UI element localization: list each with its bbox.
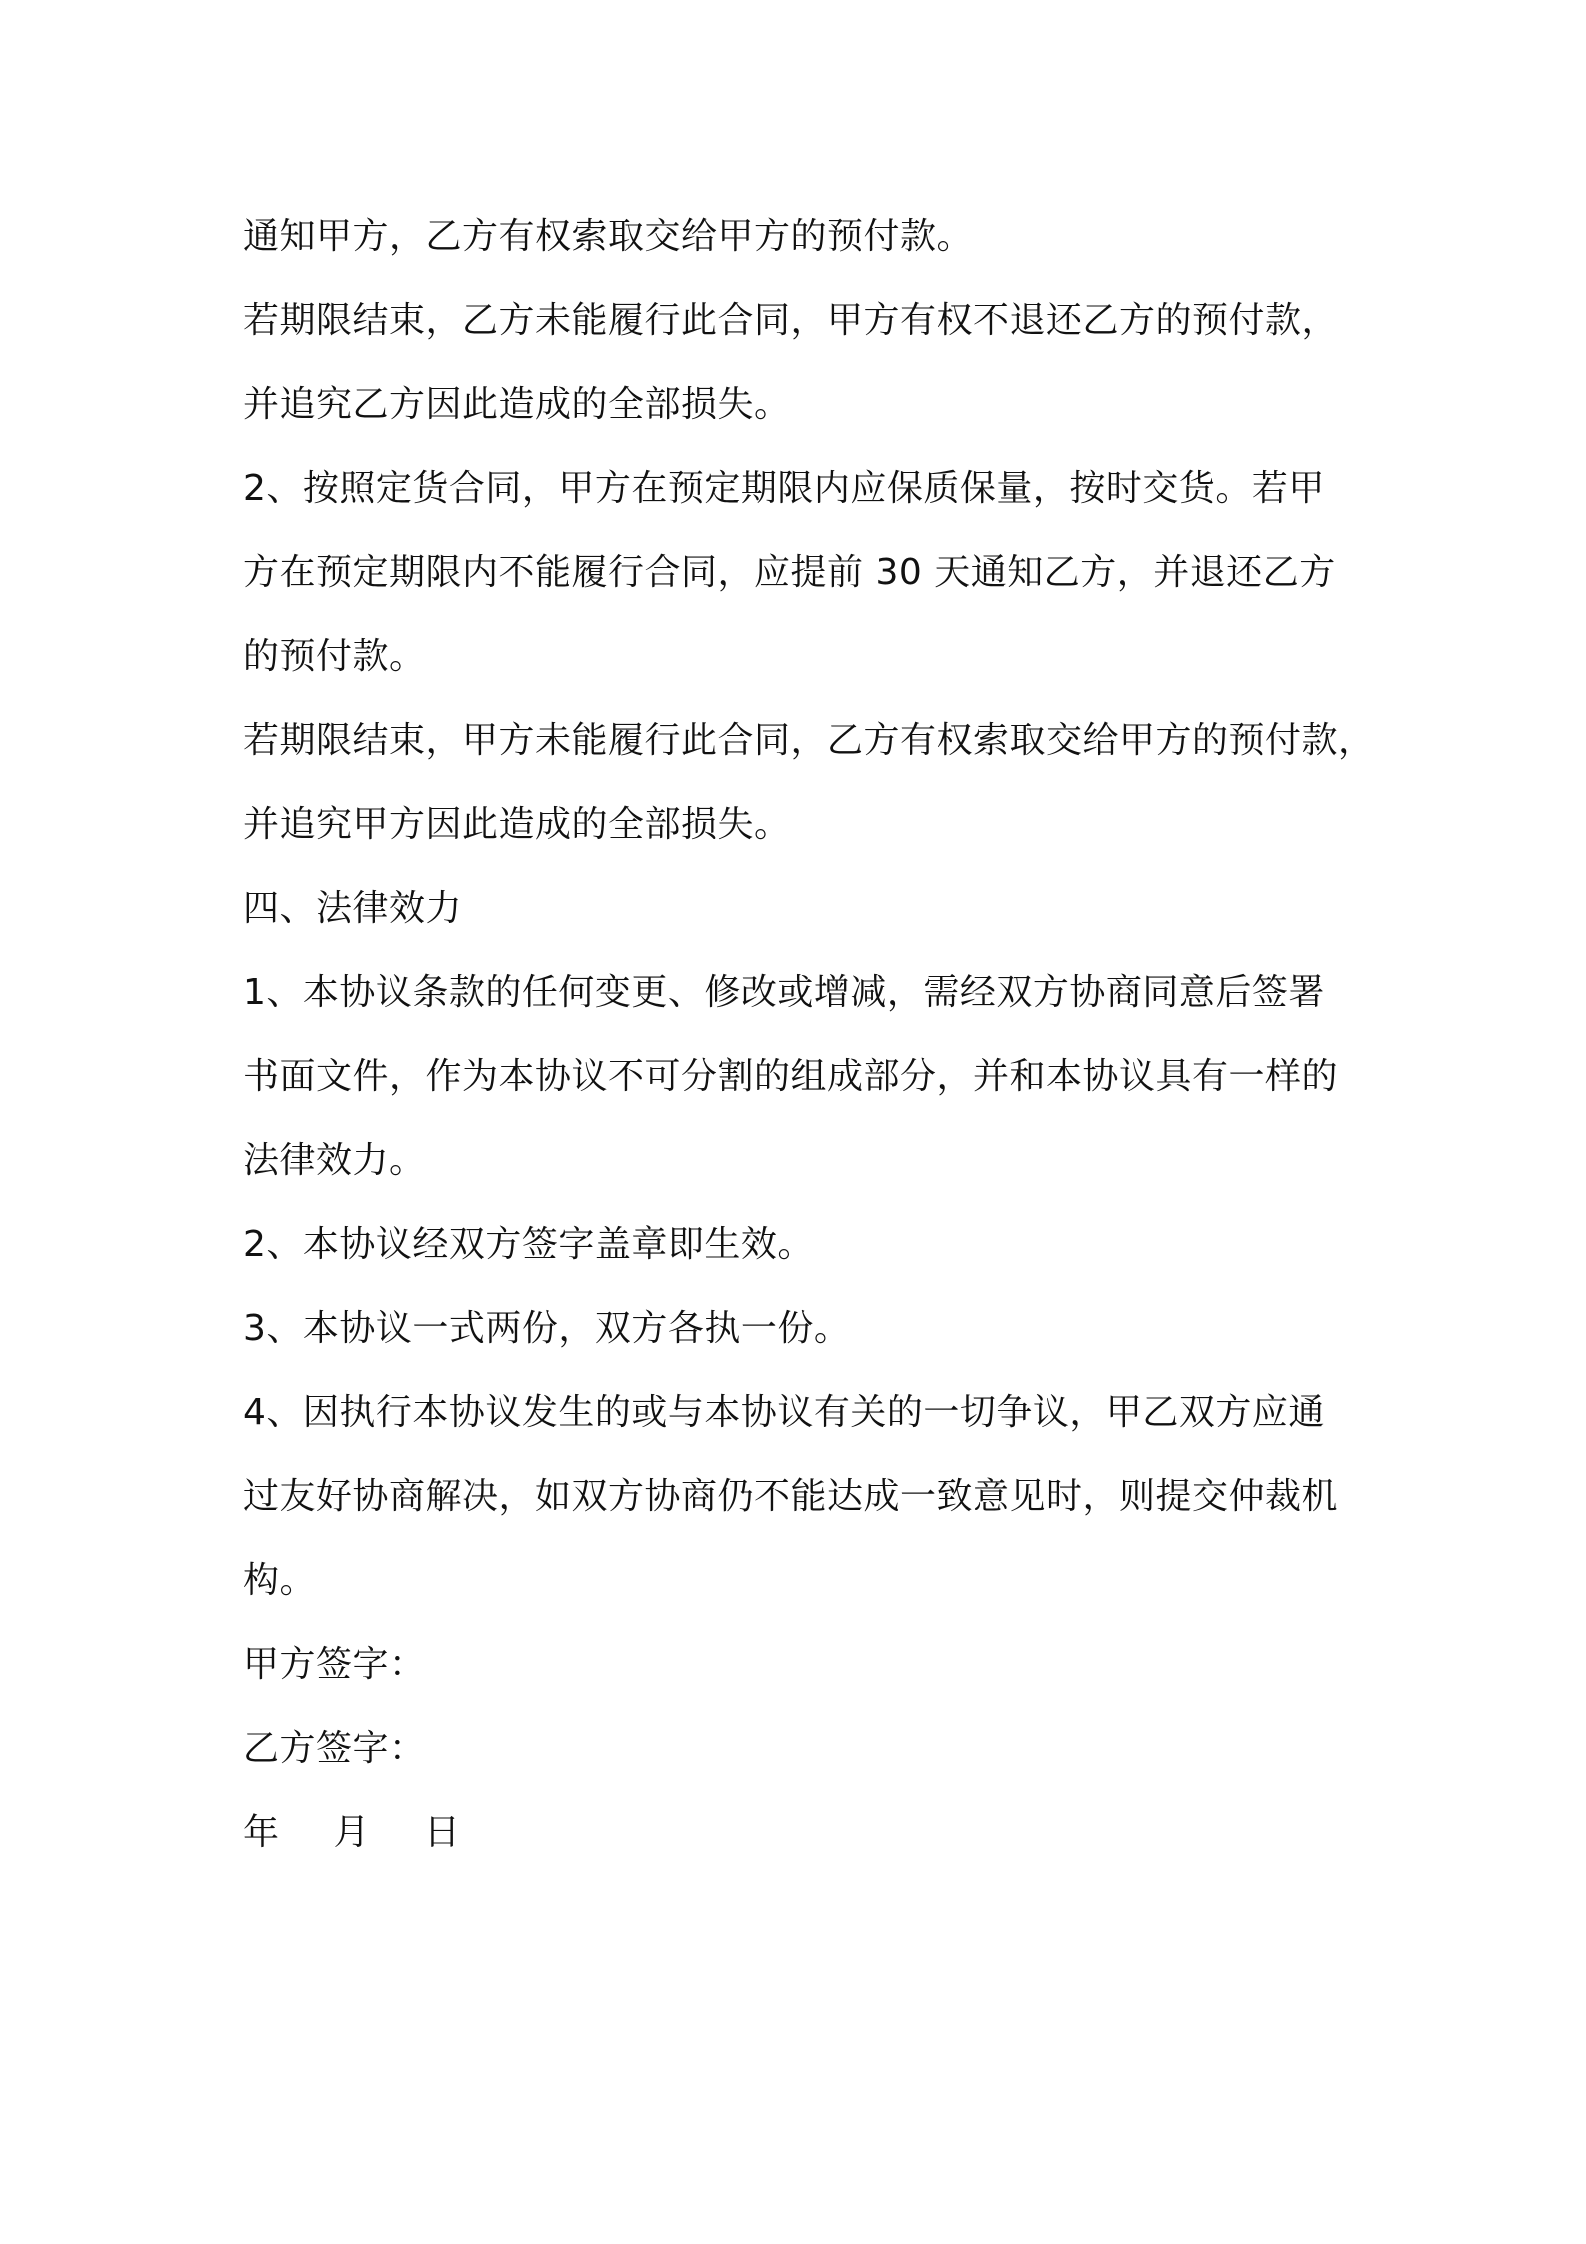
party-a-signature-label: 甲方签字： <box>243 1644 426 1685</box>
document-body <box>243 195 1375 1875</box>
text-line: 1、本协议条款的任何变更、修改或增减，需经双方协商同意后签署 <box>243 972 1325 1013</box>
text-line: 并追究甲方因此造成的全部损失。 <box>243 804 791 845</box>
date-year-label: 年 <box>243 1812 280 1853</box>
party-b-signature-label: 乙方签字： <box>243 1728 426 1769</box>
text-line: 4、因执行本协议发生的或与本协议有关的一切争议，甲乙双方应通 <box>243 1392 1325 1433</box>
text-line: 2、按照定货合同，甲方在预定期限内应保质保量，按时交货。若甲 <box>243 468 1325 509</box>
text-line: 法律效力。 <box>243 1140 426 1181</box>
date-line <box>243 1791 1363 1875</box>
section-heading: 四、法律效力 <box>243 888 463 929</box>
text-line: 通知甲方，乙方有权索取交给甲方的预付款。 <box>243 216 974 257</box>
text-line: 书面文件，作为本协议不可分割的组成部分，并和本协议具有一样的 <box>243 1056 1339 1097</box>
text-line: 构。 <box>243 1560 317 1601</box>
text-line: 若期限结束，乙方未能履行此合同，甲方有权不退还乙方的预付款， <box>243 300 1339 341</box>
date-day-label: 日 <box>423 1812 461 1853</box>
text-line: 过友好协商解决，如双方协商仍不能达成一致意见时，则提交仲裁机 <box>243 1476 1339 1517</box>
date-month-label: 月 <box>333 1812 370 1853</box>
text-line: 的预付款。 <box>243 636 426 677</box>
text-line: 方在预定期限内不能履行合同，应提前 30 天通知乙方，并退还乙方 <box>243 552 1336 593</box>
text-line: 2、本协议经双方签字盖章即生效。 <box>243 1224 814 1265</box>
text-line: 若期限结束，甲方未能履行此合同，乙方有权索取交给甲方的预付款， <box>243 720 1375 761</box>
text-line: 3、本协议一式两份，双方各执一份。 <box>243 1308 851 1349</box>
text-line: 并追究乙方因此造成的全部损失。 <box>243 384 791 425</box>
